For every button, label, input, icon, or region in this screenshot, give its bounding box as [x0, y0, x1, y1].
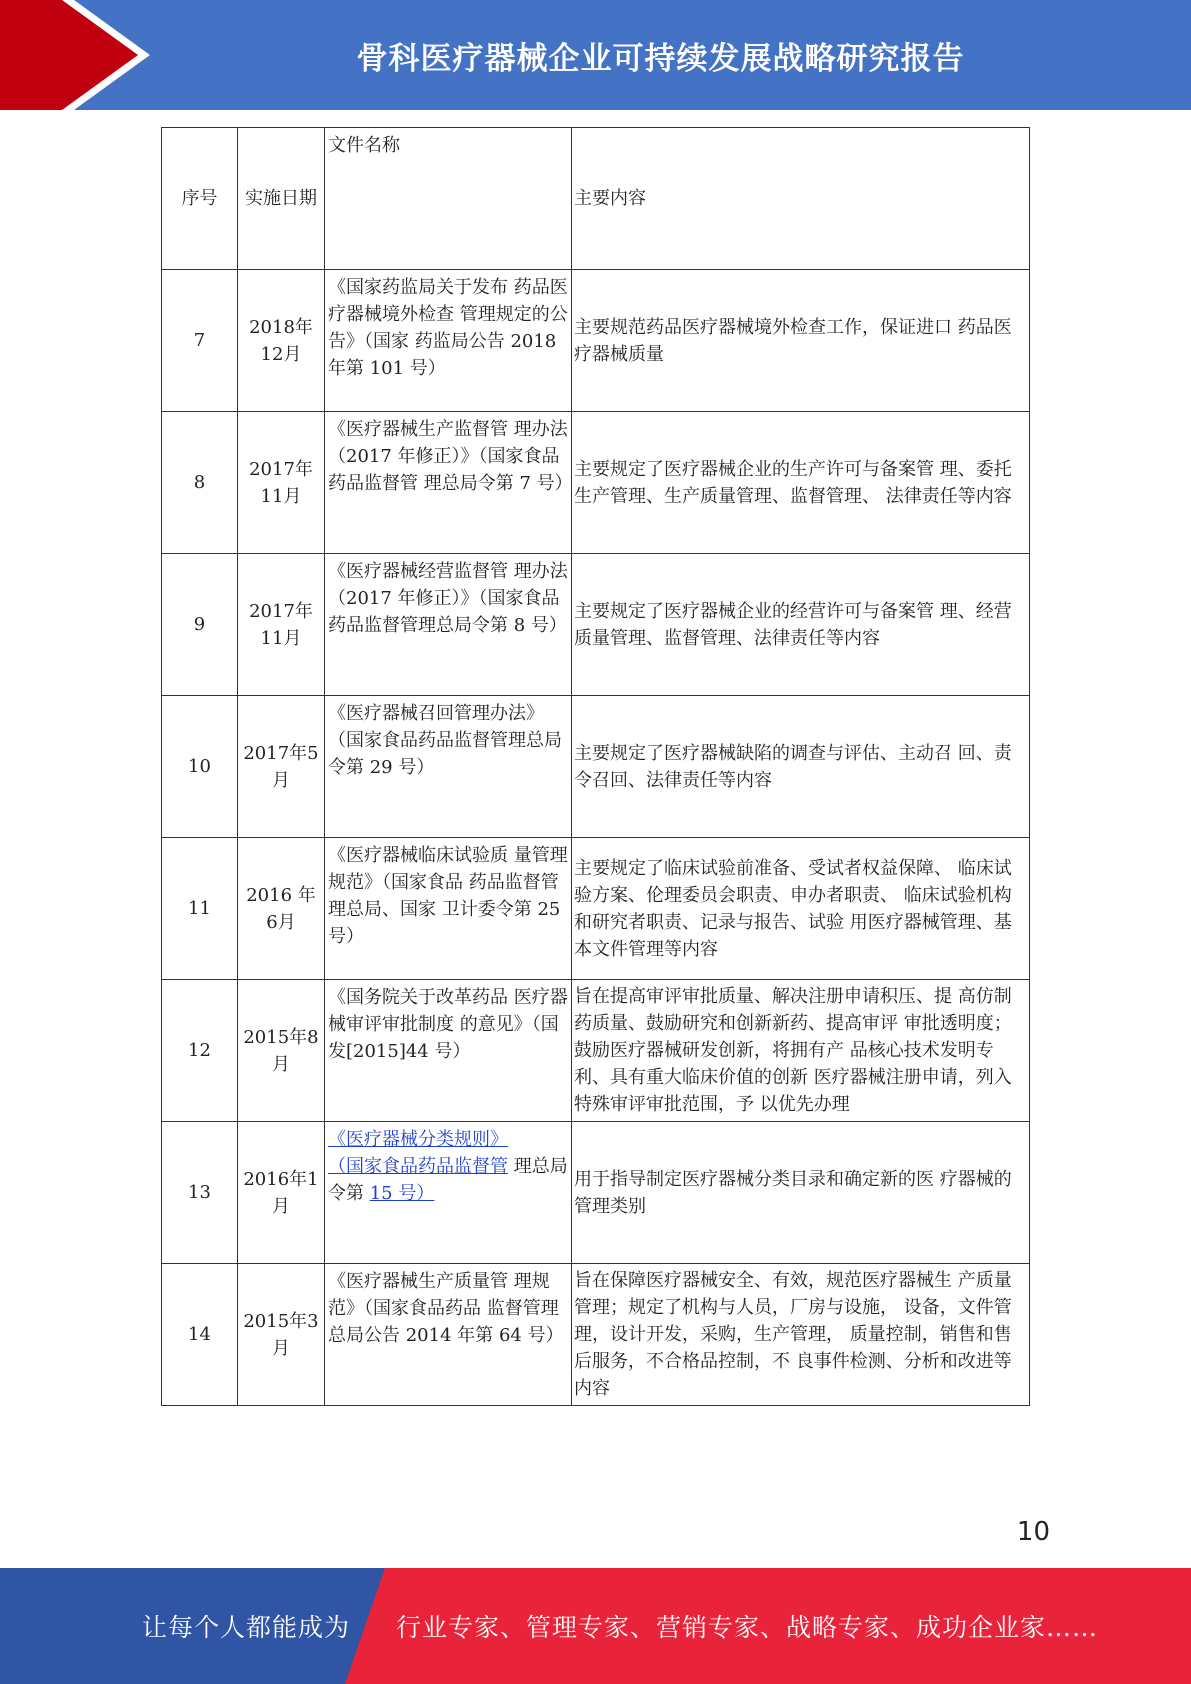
- row-date: 2017年11月: [238, 412, 325, 554]
- header-date: 实施日期: [238, 128, 325, 270]
- regulation-link-title[interactable]: 《医疗器械分类规则》: [328, 1129, 508, 1150]
- table-row: [162, 696, 1030, 838]
- row-num: 9: [162, 554, 238, 696]
- row-content: 旨在提高审评审批质量、解决注册申请积压、提 高仿制药质量、鼓励研究和创新新药、提高审评 审批透明度；鼓励医疗器械研发创新，将拥有产 品核心技术发明专利、具有重大临床价值的创新 医疗器械注册申请，列入特殊审评审批范围，予 以优先办理: [572, 980, 1030, 1122]
- row-name: 《医疗器械召回管理办法》（国家食品药品监督管理总局令第 29 号）: [325, 696, 572, 838]
- footer-slogan-right: 行业专家、管理专家、营销专家、战略专家、成功企业家……: [396, 1613, 1099, 1642]
- row-date: 2016年1月: [238, 1122, 325, 1264]
- table-row: [162, 412, 1030, 554]
- row-content: 旨在保障医疗器械安全、有效，规范医疗器械生 产质量管理；规定了机构与人员，厂房与设施， 设备，文件管理，设计开发，采购，生产管理， 质量控制，销售和售后服务，不合格品控制，不 良事件检测、分析和改进等内容: [572, 1264, 1030, 1406]
- row-content: 用于指导制定医疗器械分类目录和确定新的医 疗器械的管理类别: [572, 1122, 1030, 1264]
- table-row: [162, 554, 1030, 696]
- row-name: 《医疗器械临床试验质 量管理规范》（国家食品 药品监督管理总局、国家 卫计委令第 25 号）: [325, 838, 572, 980]
- table-row: [162, 980, 1030, 1122]
- row-content: 主要规定了医疗器械企业的生产许可与备案管 理、委托生产管理、生产质量管理、监督管理、 法律责任等内容: [572, 412, 1030, 554]
- footer-slogan-left: 让每个人都能成为: [142, 1613, 351, 1642]
- regulation-link-number[interactable]: 15 号）: [369, 1183, 435, 1204]
- header-num: 序号: [162, 128, 238, 270]
- regulation-name-text: 理总局令第: [328, 1156, 568, 1204]
- row-num: 12: [162, 980, 238, 1122]
- regulations-table: [161, 127, 1030, 1406]
- row-date: 2016 年6月: [238, 838, 325, 980]
- row-date: 2017年11月: [238, 554, 325, 696]
- page-title: 骨科医疗器械企业可持续发展战略研究报告: [356, 40, 965, 77]
- row-content: 主要规定了临床试验前准备、受试者权益保障、 临床试验方案、伦理委员会职责、申办者职责、 临床试验机构和研究者职责、记录与报告、试验 用医疗器械管理、基本文件管理等内容: [572, 838, 1030, 980]
- table-row: [162, 270, 1030, 412]
- row-content: 主要规范药品医疗器械境外检查工作，保证进口 药品医疗器械质量: [572, 270, 1030, 412]
- row-date: 2017年5月: [238, 696, 325, 838]
- row-name: 《医疗器械生产质量管 理规范》（国家食品药品 监督管理总局公告 2014 年第 64 号）: [325, 1264, 572, 1406]
- row-num: 8: [162, 412, 238, 554]
- row-name: 《医疗器械生产监督管 理办法（2017 年修正）》（国家食品药品监督管 理总局令第 7 号）: [325, 412, 572, 554]
- row-name: [325, 1122, 572, 1264]
- page-number: 10: [1016, 1517, 1050, 1547]
- row-num: 7: [162, 270, 238, 412]
- header-content: 主要内容: [572, 128, 1030, 270]
- row-date: 2015年3月: [238, 1264, 325, 1406]
- row-name: 《国务院关于改革药品 医疗器械审评审批制度 的意见》（国发[2015]44 号）: [325, 980, 572, 1122]
- header-name: 文件名称: [325, 128, 572, 270]
- row-name: 《医疗器械经营监督管 理办法（2017 年修正）》（国家食品药品监督管理总局令第 8 号）: [325, 554, 572, 696]
- header-banner: [0, 0, 1191, 110]
- row-num: 14: [162, 1264, 238, 1406]
- row-content: 主要规定了医疗器械企业的经营许可与备案管 理、经营质量管理、监督管理、法律责任等内容: [572, 554, 1030, 696]
- row-name: 《国家药监局关于发布 药品医疗器械境外检查 管理规定的公告》（国家 药监局公告 2018 年第 101 号）: [325, 270, 572, 412]
- row-num: 10: [162, 696, 238, 838]
- banner-red-arrow: [0, 0, 150, 110]
- footer-banner: [0, 1568, 1191, 1684]
- row-num: 13: [162, 1122, 238, 1264]
- table-row: [162, 1122, 1030, 1264]
- table-header-row: [162, 128, 1030, 270]
- row-date: 2015年8月: [238, 980, 325, 1122]
- row-date: 2018年12月: [238, 270, 325, 412]
- table-row: [162, 1264, 1030, 1406]
- row-num: 11: [162, 838, 238, 980]
- table-row: [162, 838, 1030, 980]
- row-content: 主要规定了医疗器械缺陷的调查与评估、主动召 回、责令召回、法律责任等内容: [572, 696, 1030, 838]
- regulation-link-issuer[interactable]: （国家食品药品监督管: [328, 1156, 508, 1177]
